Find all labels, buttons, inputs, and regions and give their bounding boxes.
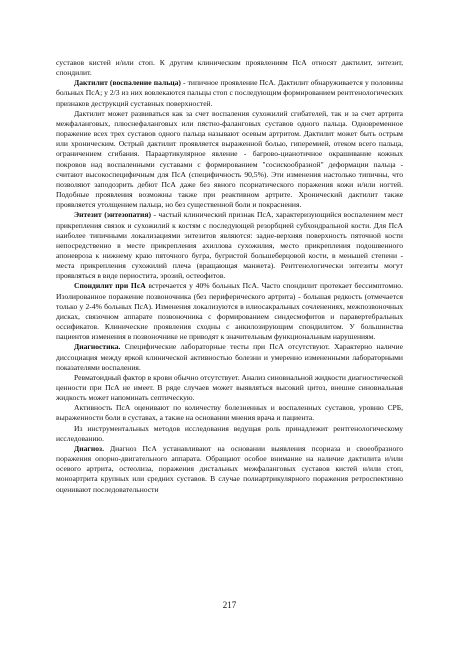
page-number: 217: [222, 600, 237, 610]
paragraph-6: [56, 342, 403, 372]
paragraph-4: [56, 210, 403, 281]
paragraph-8-text: Активность ПсА оценивают по количеству болезненных и воспаленных суставов, уровню СРБ, выраженности боли в суставах, а также на основании мнения врача и пациента.: [56, 403, 403, 423]
paragraph-1-text: суставов кистей и/или стоп. К другим клиническим проявлениям ПсА относят дактилит, энтезит, спондилит.: [56, 58, 403, 78]
paragraph-4-heading: Энтезит (энтезопатия): [74, 210, 152, 220]
paragraph-9: [56, 424, 403, 444]
paragraph-1: [56, 58, 403, 78]
paragraph-8: [56, 403, 403, 423]
paragraph-3-text: Дактилит может развиваться как за счет воспаления сухожилий сгибателей, так и за счет артрита межфаланговых, плюснефаланговых или пястно-фаланговых суставов одного пальца. Одновременное поражение всех трех суставов одного пальца называют осевым артритом. Дактилит может быть острым или хроническим. Острый дактилит проявляется выраженной болью, гиперемией, отеком всего пальца, ограничением сгибания. Параартикулярное явление - багрово-цианотичное окрашивание кожных покровов над воспаленными суставами с формированием "сосискообразной" деформации пальца - считают высокоспецифичным для ПсА (специфичность 90,5%). Эти изменения настолько типичны, что позволяют заподозрить дебют ПсА даже без явного псориатического поражения кожи и/или ногтей. Подобные проявления возможны также при реактивном артрите. Хронический дактилит также проявляется утолщением пальца, но без существенной боли и покраснения.: [56, 108, 403, 210]
paragraph-5-heading: Спондилит при ПсА: [74, 281, 146, 291]
paragraph-2: [56, 78, 403, 108]
paragraph-2-text: - типичное проявление ПсА. Дактилит обнаруживается у половины больных ПсА; у 2/3 из них вовлекаются пальцы стоп с последующим формированием рентгенологических признаков деструкций суставных поверхностей.: [56, 78, 403, 108]
paragraph-3: [56, 109, 403, 211]
paragraph-7-text: Ревматоидный фактор в крови обычно отсутствует. Анализ синовиальной жидкости диагностической ценности при ПсА не имеет. В ряде случаев может выявляться высокий цитоз, внешне синовиальная жидкость может напоминать септическую.: [56, 372, 403, 403]
paragraph-10-text: Диагноз ПсА устанавливают на основании выявления псориаза и своеобразного поражения опорно-двигательного аппарата. Обращают особое внимание на наличие дактилита и/или осевого артрита, остеолиза, поражения дистальных межфаланговых суставов кистей и/или стоп, моноартрита крупных или средних суставов. В случае полиартрикулярного поражения ретроспективно оценивают последовательности: [56, 443, 403, 494]
paragraph-9-text: Из инструментальных методов исследования ведущая роль принадлежит рентгенологическому исследованию.: [56, 423, 403, 443]
paragraph-4-text: - частый клинический признак ПсА, характеризующийся воспалением мест прикрепления связок и сухожилий к костям с последующей резорбцией субхондральной кости. Для ПсА наиболее типичными локализациями энтезитов являются: задне-верхняя поверхность пяточной кости непосредственно в месте прикрепления ахиллова сухожилия, место прикрепления подошвенного апоневроза к нижнему краю пяточного бугра, бугристой большеберцовой кости, в меньшей степени - места прикрепления сухожилий плеча (вращающая манжета). Рентгенологически энтезиты могут проявляться в виде периостита, эрозий, остеофитов.: [56, 210, 403, 281]
paragraph-6-text: Специфические лабораторные тесты при ПсА отсутствуют. Характерно наличие диссоциация между яркой клинической активностью болезни и умеренно измененными лабораторными показателями воспаления.: [56, 342, 403, 372]
body-text: [56, 58, 403, 495]
paragraph-5: [56, 281, 403, 342]
paragraph-2-heading: Дактилит (воспаление пальца): [74, 78, 181, 88]
paragraph-10-heading: Диагноз.: [74, 443, 104, 453]
paragraph-10: [56, 444, 403, 495]
paragraph-6-heading: Диагностика.: [74, 342, 121, 352]
paragraph-7: [56, 373, 403, 403]
paragraph-5-text: встречается у 40% больных ПсА. Часто спондилит протекает бессимптомно. Изолированное поражение позвоночника (без периферического артрита) - большая редкость (отмечается только у 2-4% больных ПсА). Изменения локализуются в илиосакральных сочленениях, межпозвоночных дисках, связочном аппарате позвоночника с формированием синдесмофитов и паравертебральных оссификатов. Клинические проявления сходны с анкилозирующим спондилитом. У большинства пациентов изменения в позвоночнике не приводят к значительным функциональным нарушениям.: [56, 281, 403, 342]
